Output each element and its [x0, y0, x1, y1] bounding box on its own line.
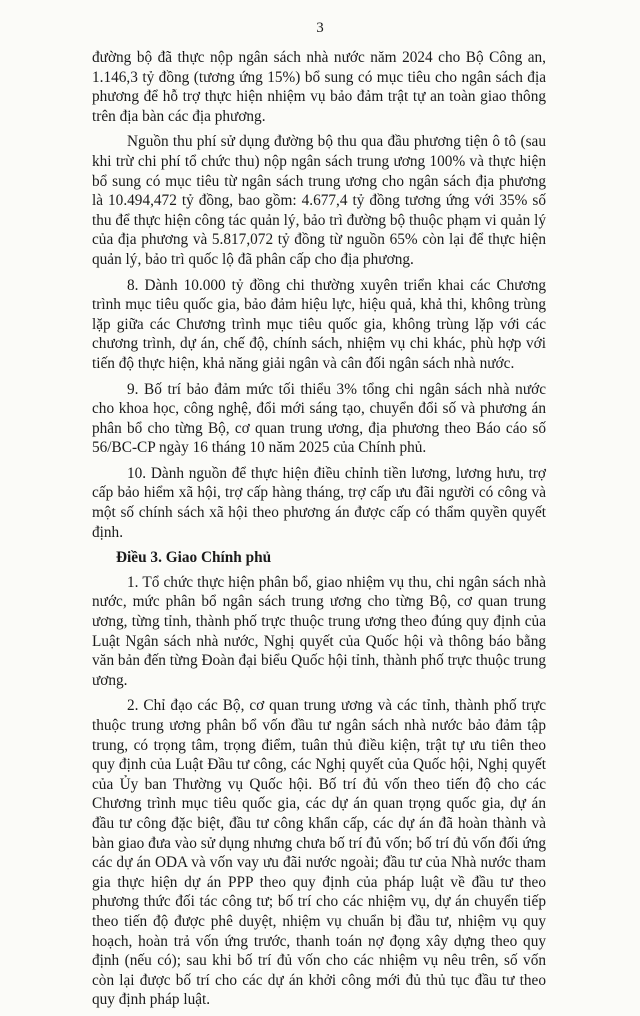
paragraph-item-9: 9. Bố trí bảo đảm mức tối thiểu 3% tổng chi ngân sách nhà nước cho khoa học, công nghệ, đổi mới sáng tạo, chuyển đổi số và phương án phân bổ cho từng Bộ, cơ quan trung ương, địa phương theo Báo cáo số 56/BC-CP ngày 16 tháng 10 năm 2025 của Chính phủ. [92, 380, 546, 457]
paragraph-item-10: 10. Dành nguồn để thực hiện điều chỉnh tiền lương, lương hưu, trợ cấp bảo hiểm xã hội, trợ cấp hàng tháng, trợ cấp ưu đãi người có công và một số chính sách xã hội theo phương án được cấp có thẩm quyền quyết định. [92, 464, 546, 541]
article-3-heading: Điều 3. Giao Chính phủ [116, 549, 272, 567]
document-body [92, 48, 546, 1016]
article-3-item-2: 2. Chỉ đạo các Bộ, cơ quan trung ương và các tỉnh, thành phố trực thuộc trung ương phân bổ vốn đầu tư ngân sách nhà nước bảo đảm tập trung, có trọng tâm, trọng điểm, tuân thủ điều kiện, trật tự ưu tiên theo quy định của Luật Đầu tư công, các Nghị quyết của Quốc hội, Nghị quyết của Ủy ban Thường vụ Quốc hội. Bố trí đủ vốn theo tiến độ cho các Chương trình mục tiêu quốc gia, các dự án quan trọng quốc gia, dự án đầu tư công đặc biệt, đầu tư công khẩn cấp, các dự án đã hoàn thành và bàn giao đưa vào sử dụng nhưng chưa bố trí đủ vốn; bố trí đủ vốn đối ứng các dự án ODA và vốn vay ưu đãi nước ngoài; đầu tư của Nhà nước tham gia thực hiện dự án PPP theo quy định của pháp luật về đầu tư theo phương thức đối tác công tư; bố trí cho các nhiệm vụ, dự án chuyển tiếp theo tiến độ được phê duyệt, nhiệm vụ chuẩn bị đầu tư, nhiệm vụ quy hoạch, hoàn trả vốn ứng trước, thanh toán nợ đọng xây dựng theo quy định (nếu có); sau khi bố trí đủ vốn cho các nhiệm vụ nêu trên, số vốn còn lại được bố trí cho các dự án khởi công mới đủ thủ tục đầu tư theo quy định pháp luật. [92, 697, 546, 1009]
paragraph-road-fee-revenue: Nguồn thu phí sử dụng đường bộ thu qua đầu phương tiện ô tô (sau khi trừ chi phí tổ chức thu) nộp ngân sách trung ương 100% và thực hiện bổ sung có mục tiêu từ ngân sách trung ương cho ngân sách địa phương là 10.494,472 tỷ đồng, bao gồm: 4.677,4 tỷ đồng tương ứng với 35% số thu để thực hiện công tác quản lý, bảo trì đường bộ thuộc phạm vi quản lý của địa phương và 5.817,072 tỷ đồng từ nguồn 65% còn lại để thực hiện quản lý, bảo trì quốc lộ đã phân cấp cho địa phương. [92, 133, 546, 268]
paragraph-continued: đường bộ đã thực nộp ngân sách nhà nước năm 2024 cho Bộ Công an, 1.146,3 tỷ đồng (tương ứng 15%) bổ sung có mục tiêu cho ngân sách địa phương để hỗ trợ thực hiện nhiệm vụ bảo đảm trật tự an toàn giao thông trên địa bàn các địa phương. [92, 49, 546, 125]
paragraph-item-8: 8. Dành 10.000 tỷ đồng chi thường xuyên triển khai các Chương trình mục tiêu quốc gia, bảo đảm hiệu lực, hiệu quả, khả thi, không trùng lặp giữa các Chương trình mục tiêu quốc gia, không trùng lặp với các chương trình, dự án, chế độ, chính sách, nhiệm vụ chi khác, phù hợp với tiến độ thực hiện, khả năng giải ngân và cân đối ngân sách nhà nước. [92, 276, 546, 372]
page-number: 3 [316, 20, 324, 36]
article-3-item-1: 1. Tổ chức thực hiện phân bổ, giao nhiệm vụ thu, chi ngân sách nhà nước, mức phân bổ ngân sách trung ương cho từng Bộ, cơ quan trung ương, từng tỉnh, thành phố trực thuộc trung ương theo đúng quy định của Luật Ngân sách nhà nước, Nghị quyết của Quốc hội và thông báo bằng văn bản đến từng Đoàn đại biểu Quốc hội tỉnh, thành phố trực thuộc trung ương. [92, 573, 546, 689]
